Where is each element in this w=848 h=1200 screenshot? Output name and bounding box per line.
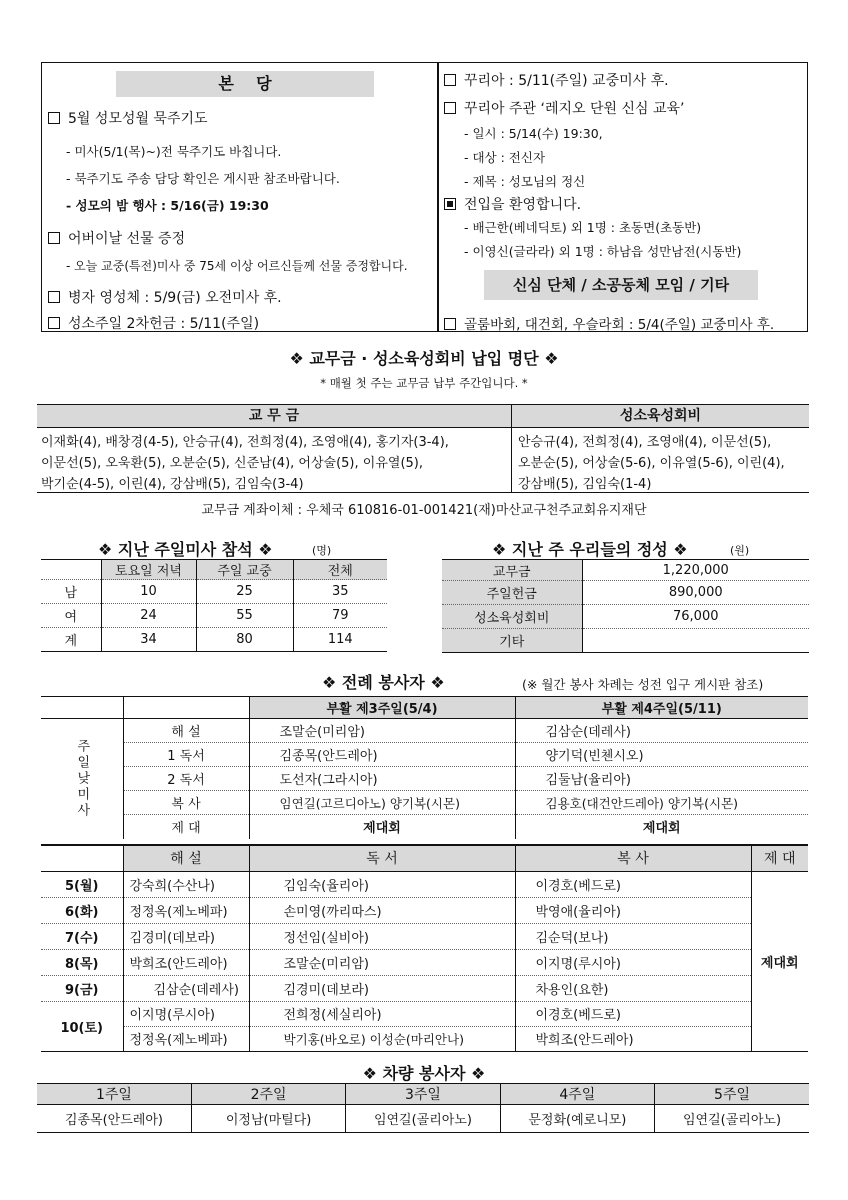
welcome-1: - 배근한(베네딕토) 외 1명 : 초동면(초동반): [464, 220, 702, 235]
sunday-liturgy-table: [41, 696, 808, 839]
offering-label: 기타: [442, 629, 582, 653]
weekday-day: 6(화): [41, 897, 123, 923]
announcement-divider: [437, 62, 439, 332]
tithe-line-1: 이재화(4), 배창경(4-5), 안승규(4), 전희정(4), 조영애(4), 홍기자(3-4),: [41, 435, 449, 450]
vocation-line-2: 오분순(5), 어상술(5-6), 이유열(5-6), 이린(4),: [518, 456, 785, 471]
sunday-col-week3: 부활 제3주일(5/4): [249, 697, 515, 719]
sunday-mass-label: 주일낮미사: [74, 738, 90, 819]
att-row-label: 계: [41, 628, 101, 652]
att-cell: 25: [196, 580, 293, 604]
donors-header-vocation: 성소육성회비: [512, 405, 809, 427]
weekday-name: 전희정(세실리아): [249, 1001, 515, 1026]
role-name: 임연길(고르디아노) 양기복(시몬): [249, 791, 515, 815]
offering-value: 890,000: [668, 585, 723, 600]
tithe-line-2: 이문선(5), 오욱환(5), 오분순(5), 신준남(4), 어상술(5), 이유열(5),: [41, 456, 423, 471]
notice-legio-education: 꾸리아 주관 ‘레지오 단원 신심 교육’: [444, 98, 685, 118]
att-cell: 55: [196, 604, 293, 628]
vocation-line-3: 강삼배(5), 김임숙(1-4): [518, 477, 652, 492]
role-name: 제대회: [642, 821, 681, 837]
weekday-day: 10(토): [41, 1001, 123, 1051]
weekday-altar-group: 제대회: [760, 955, 799, 971]
notice-vocation-collection: 성소주일 2차헌금 : 5/11(주일): [48, 313, 259, 333]
legio-target: - 대상 : 전신자: [464, 150, 546, 165]
vehicle-volunteer: 김종목(안드레아): [37, 1105, 191, 1133]
att-row-label: 여: [41, 604, 101, 628]
weekday-header-reading: 독 서: [249, 845, 515, 871]
att-cell: 10: [101, 580, 196, 604]
att-cell: 79: [331, 608, 349, 623]
vehicle-week: 5주일: [655, 1084, 809, 1105]
att-cell: 80: [196, 628, 293, 652]
offering-value: [582, 629, 809, 653]
notice-rosary-detail-2: - 묵주기도 주송 담당 확인은 게시판 참조바랍니다.: [66, 171, 340, 186]
role-label: 1 독서: [123, 743, 249, 767]
attendance-title: ❖ 지난 주일미사 참석 ❖: [98, 540, 273, 559]
liturgy-note: (※ 월간 봉사 차례는 성전 입구 게시판 참조): [522, 677, 764, 692]
weekday-name: 차용인(요한): [515, 975, 751, 1001]
weekday-name: 박기홍(바오로) 이성순(마리안나): [249, 1026, 515, 1051]
weekday-name: 이지명(루시아): [515, 949, 751, 975]
role-label: 2 독서: [123, 767, 249, 791]
att-cell: 114: [327, 632, 353, 647]
weekday-name: 이경호(베드로): [515, 871, 751, 897]
vocation-line-1: 안승규(4), 전희정(4), 조영애(4), 이문선(5),: [518, 435, 772, 450]
donors-col-divider: [511, 404, 512, 493]
notice-curia: 꾸리아 : 5/11(주일) 교중미사 후.: [444, 70, 669, 90]
weekday-name: 정선임(실비아): [249, 923, 515, 949]
liturgy-title: ❖ 전례 봉사자 ❖: [322, 673, 445, 692]
weekday-header-server: 복 사: [515, 845, 751, 871]
notice-group-meeting: 골룸바회, 대건회, 우슬라회 : 5/4(주일) 교중미사 후.: [444, 313, 774, 333]
vehicle-volunteer: 임연길(골리아노): [683, 1113, 782, 1128]
offering-title: ❖ 지난 주 우리들의 정성 ❖: [492, 540, 688, 559]
weekday-day: 9(금): [41, 975, 123, 1001]
donors-note: * 매월 첫 주는 교무금 납부 주간입니다. *: [320, 376, 528, 390]
donors-header-tithe: 교 무 금: [37, 405, 511, 427]
weekday-header-commentary: 해 설: [123, 845, 249, 871]
attendance-table: [41, 559, 387, 652]
role-label: 제 대: [123, 815, 249, 839]
vehicle-volunteer: 이정남(마틸다): [191, 1105, 345, 1133]
att-header-total: 전체: [293, 560, 387, 580]
vehicle-week: 2주일: [191, 1084, 345, 1105]
att-cell: 35: [331, 584, 349, 599]
weekday-name: 김경미(데보라): [249, 975, 515, 1001]
att-cell: 24: [101, 604, 196, 628]
notice-rosary: 5월 성모성월 묵주기도: [48, 108, 208, 128]
weekday-day: 7(수): [41, 923, 123, 949]
account-info: 교무금 계좌이체 : 우체국 610816-01-001421(재)마산교구천주교회유지재단: [201, 503, 647, 518]
vehicle-volunteer: 문정화(예로니모): [500, 1105, 654, 1133]
notice-welcome: 전입을 환영합니다.: [444, 194, 581, 214]
donors-title: ❖ 교무금 · 성소육성회비 납입 명단 ❖: [289, 349, 559, 368]
donors-header-line: [37, 427, 809, 428]
offering-table: [442, 559, 809, 653]
weekday-name: 김임숙(율리아): [249, 871, 515, 897]
role-name: 김종목(안드레아): [249, 743, 515, 767]
weekday-day: 5(월): [41, 871, 123, 897]
attendance-unit: (명): [312, 544, 332, 557]
vehicle-week: 1주일: [37, 1084, 191, 1105]
weekday-liturgy-table: [41, 844, 808, 1052]
vehicle-volunteer: 임연길(골리아노): [346, 1105, 500, 1133]
group-meeting-title: 신심 단체 / 소공동체 모임 / 기타: [484, 270, 758, 300]
weekday-header-altar: 제 대: [751, 845, 808, 871]
role-label: 해 설: [123, 719, 249, 743]
notice-parents-day-detail: - 오늘 교중(특전)미사 중 75세 이상 어르신들께 선물 증정합니다.: [66, 259, 408, 273]
notice-rosary-detail-3: - 성모의 밤 행사 : 5/16(금) 19:30: [66, 198, 269, 213]
weekday-name: 김경미(데보라): [123, 923, 249, 949]
offering-value: 1,220,000: [662, 562, 729, 578]
legio-datetime: - 일시 : 5/14(수) 19:30,: [464, 126, 603, 141]
weekday-name: 김삼순(데레사): [123, 975, 249, 1001]
offering-label: 교무금: [442, 560, 582, 581]
att-header-saturday: 토요일 저녁: [101, 560, 196, 580]
offering-label: 주일헌금: [442, 581, 582, 605]
tithe-line-3: 박기순(4-5), 이린(4), 강삼배(5), 김임숙(3-4): [41, 477, 304, 492]
weekday-name: 이경호(베드로): [515, 1001, 751, 1026]
weekday-name: 김순덕(보나): [515, 923, 751, 949]
att-header-sunday: 주일 교중: [196, 560, 293, 580]
weekday-name: 강숙희(수산나): [123, 871, 249, 897]
role-name: 도선자(그라시아): [249, 767, 515, 791]
weekday-name: 손미영(까리따스): [249, 897, 515, 923]
att-cell: 34: [101, 628, 196, 652]
legio-subject: - 제목 : 성모님의 정신: [464, 174, 586, 189]
vehicle-week: 4주일: [500, 1084, 654, 1105]
weekday-name: 정정옥(제노베파): [123, 897, 249, 923]
notice-parents-day: 어버이날 선물 증정: [48, 228, 185, 248]
role-name: 김용호(대건안드레아) 양기복(시몬): [545, 795, 739, 811]
weekday-day: 8(목): [41, 949, 123, 975]
weekday-name: 이지명(루시아): [123, 1001, 249, 1026]
offering-unit: (원): [730, 544, 750, 557]
welcome-2: - 이영신(글라라) 외 1명 : 하남읍 성만남전(시동반): [464, 244, 742, 259]
weekday-name: 박희조(안드레아): [515, 1026, 751, 1051]
weekday-name: 박희조(안드레아): [123, 949, 249, 975]
notice-rosary-detail-1: - 미사(5/1(목)~)전 묵주기도 바칩니다.: [66, 144, 282, 159]
role-name: 김삼순(데레사): [545, 725, 631, 740]
vehicle-table: [37, 1083, 809, 1133]
role-name: 제대회: [249, 815, 515, 839]
sunday-col-week4: 부활 제4주일(5/11): [515, 697, 808, 719]
parish-title: 본 당: [116, 71, 374, 97]
vehicle-title: ❖ 차량 봉사자 ❖: [362, 1064, 486, 1083]
weekday-name: 조말순(미리암): [249, 949, 515, 975]
role-label: 복 사: [123, 791, 249, 815]
weekday-name: 정정옥(제노베파): [123, 1026, 249, 1051]
role-name: 김둘남(율리아): [545, 773, 631, 788]
role-name: 조말순(미리암): [249, 719, 515, 743]
offering-value: 76,000: [673, 609, 719, 624]
notice-sick-communion: 병자 영성체 : 5/9(금) 오전미사 후.: [48, 287, 282, 307]
role-name: 양기덕(빈첸시오): [545, 749, 644, 764]
weekday-name: 박영애(율리아): [515, 897, 751, 923]
att-row-label: 남: [41, 580, 101, 604]
offering-label: 성소육성회비: [442, 605, 582, 629]
vehicle-week: 3주일: [346, 1084, 500, 1105]
